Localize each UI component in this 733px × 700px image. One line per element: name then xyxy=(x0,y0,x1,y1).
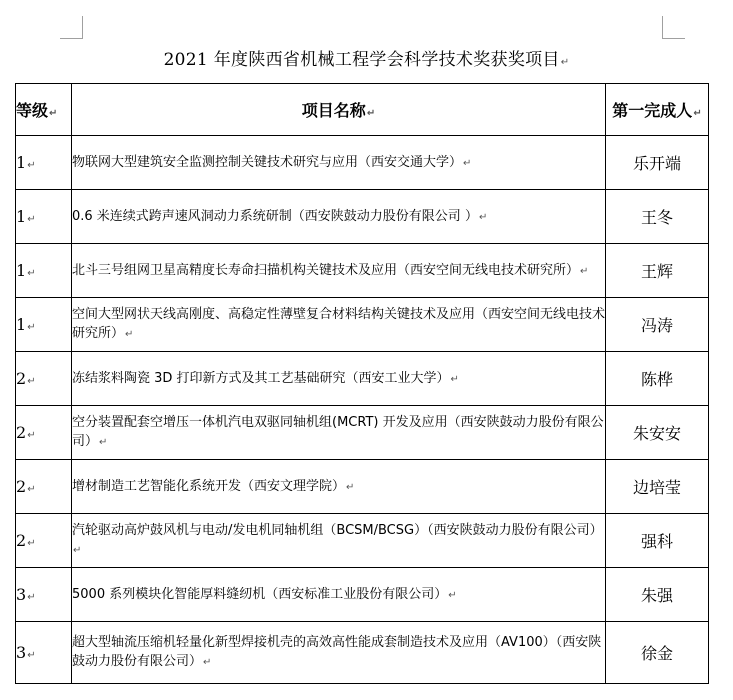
paragraph-mark-icon: ↵ xyxy=(346,481,355,493)
table-row xyxy=(16,460,709,514)
first-completer-cell xyxy=(606,298,709,352)
paragraph-mark-icon: ↵ xyxy=(478,211,488,223)
project-name-cell-text: 空分装置配套空增压一体机汽电双驱同轴机组(MCRT) 开发及应用（西安陕鼓动力股份有限公司） xyxy=(72,415,604,449)
grade-cell xyxy=(16,244,72,298)
project-name-cell xyxy=(72,460,606,514)
grade-cell-text: 1 xyxy=(16,261,27,280)
table-row xyxy=(16,514,709,568)
project-name-cell-text: 北斗三号组网卫星高精度长寿命扫描机构关键技术及应用（西安空间无线电技术研究所） xyxy=(72,262,580,278)
table-row xyxy=(16,136,709,190)
paragraph-mark-icon: ↵ xyxy=(27,268,36,279)
project-name-cell xyxy=(72,190,606,244)
paragraph-mark-icon: ↵ xyxy=(203,657,212,668)
paragraph-mark-icon: ↵ xyxy=(693,108,702,119)
first-completer-cell-text: 冯涛 xyxy=(640,316,673,335)
grade-cell xyxy=(16,136,72,190)
grade-cell-text: 3 xyxy=(16,643,27,662)
grade-cell-text: 2 xyxy=(16,531,27,550)
first-completer-cell xyxy=(606,190,709,244)
paragraph-mark-icon: ↵ xyxy=(27,214,36,225)
grade-cell-text: 1 xyxy=(16,153,27,172)
table-row xyxy=(16,352,709,406)
project-name-cell-text: 增材制造工艺智能化系统开发（西安文理学院） xyxy=(72,478,346,494)
project-name-cell xyxy=(72,298,606,352)
paragraph-mark-icon: ↵ xyxy=(27,430,36,441)
first-completer-cell xyxy=(606,514,709,568)
project-name-cell xyxy=(72,352,606,406)
grade-cell-text: 1 xyxy=(16,207,27,226)
project-name-cell-text: 5000 系列模块化智能厚料缝纫机（西安标准工业股份有限公司） xyxy=(72,586,448,602)
project-name-cell-text: 0.6 米连续式跨声速风洞动力系统研制（西安陕鼓动力股份有限公司 ） xyxy=(72,208,478,224)
project-name-cell xyxy=(72,136,606,190)
first-completer-cell xyxy=(606,406,709,460)
first-completer-cell-text: 朱安安 xyxy=(632,424,681,443)
crop-mark-top-left xyxy=(60,16,83,39)
paragraph-mark-icon: ↵ xyxy=(99,437,108,448)
header-project-name: 项目名称↵ xyxy=(72,84,606,136)
grade-cell xyxy=(16,568,72,622)
first-completer-cell xyxy=(606,568,709,622)
first-completer-cell-text: 王辉 xyxy=(640,262,673,281)
table-row xyxy=(16,406,709,460)
first-completer-cell-text: 陈桦 xyxy=(640,370,673,389)
grade-cell xyxy=(16,460,72,514)
awards-table xyxy=(15,83,709,684)
project-name-cell xyxy=(72,514,606,568)
header-first-completer: 第一完成人↵ xyxy=(606,84,709,136)
paragraph-mark-icon: ↵ xyxy=(27,650,36,661)
project-name-cell xyxy=(72,244,606,298)
paragraph-mark-icon: ↵ xyxy=(27,160,36,171)
first-completer-cell xyxy=(606,136,709,190)
paragraph-mark-icon: ↵ xyxy=(448,589,457,601)
first-completer-cell-text: 强科 xyxy=(640,532,673,551)
first-completer-cell-text: 边培莹 xyxy=(632,478,681,497)
table-row xyxy=(16,568,709,622)
paragraph-mark-icon: ↵ xyxy=(580,265,589,277)
paragraph-mark-icon: ↵ xyxy=(27,592,36,603)
grade-cell-text: 2 xyxy=(16,477,27,496)
project-name-cell-text: 超大型轴流压缩机轻量化新型焊接机壳的高效高性能成套制造技术及应用（AV100）（西安陕鼓动力股份有限公司） xyxy=(72,635,602,669)
grade-cell xyxy=(16,352,72,406)
document-title xyxy=(0,45,733,70)
project-name-cell-text: 空间大型网状天线高刚度、高稳定性薄壁复合材料结构关键技术及应用（西安空间无线电技术研究所） xyxy=(72,307,606,341)
table-header-row xyxy=(16,84,709,136)
project-name-cell-text: 物联网大型建筑安全监测控制关键技术研究与应用（西安交通大学） xyxy=(72,154,463,170)
first-completer-cell xyxy=(606,352,709,406)
table-row xyxy=(16,298,709,352)
paragraph-mark-icon: ↵ xyxy=(366,108,376,119)
grade-cell xyxy=(16,406,72,460)
first-completer-cell-text: 朱强 xyxy=(640,586,673,605)
first-completer-cell xyxy=(606,622,709,684)
paragraph-mark-icon: ↵ xyxy=(463,157,472,169)
paragraph-mark-icon: ↵ xyxy=(560,57,570,68)
grade-cell-text: 1 xyxy=(16,315,27,334)
grade-cell xyxy=(16,622,72,684)
grade-cell-text: 3 xyxy=(16,585,27,604)
grade-cell xyxy=(16,190,72,244)
first-completer-cell-text: 徐金 xyxy=(640,644,673,663)
first-completer-cell xyxy=(606,460,709,514)
document-title-text: 2021 年度陕西省机械工程学会科学技术奖获奖项目 xyxy=(163,50,560,70)
project-name-cell xyxy=(72,406,606,460)
paragraph-mark-icon: ↵ xyxy=(27,376,36,387)
paragraph-mark-icon: ↵ xyxy=(49,108,58,119)
table-row xyxy=(16,622,709,684)
grade-cell-text: 2 xyxy=(16,369,27,388)
grade-cell-text: 2 xyxy=(16,423,27,442)
crop-mark-top-right xyxy=(662,16,685,39)
paragraph-mark-icon: ↵ xyxy=(73,545,82,556)
paragraph-mark-icon: ↵ xyxy=(125,329,134,340)
paragraph-mark-icon: ↵ xyxy=(27,322,36,333)
awards-table-body xyxy=(16,136,709,684)
table-row xyxy=(16,190,709,244)
first-completer-cell xyxy=(606,244,709,298)
header-grade: 等级↵ xyxy=(16,84,72,136)
project-name-cell-text: 冻结浆料陶瓷 3D 打印新方式及其工艺基础研究（西安工业大学） xyxy=(72,370,450,386)
paragraph-mark-icon: ↵ xyxy=(450,373,459,385)
paragraph-mark-icon: ↵ xyxy=(27,538,36,549)
project-name-cell xyxy=(72,622,606,684)
grade-cell xyxy=(16,298,72,352)
project-name-cell xyxy=(72,568,606,622)
paragraph-mark-icon: ↵ xyxy=(27,484,36,495)
first-completer-cell-text: 王冬 xyxy=(640,208,673,227)
first-completer-cell-text: 乐开端 xyxy=(632,154,681,173)
project-name-cell-text: 汽轮驱动高炉鼓风机与电动/发电机同轴机组（BCSM/BCSG）（西安陕鼓动力股份有限公司） xyxy=(72,523,603,538)
grade-cell xyxy=(16,514,72,568)
table-row xyxy=(16,244,709,298)
